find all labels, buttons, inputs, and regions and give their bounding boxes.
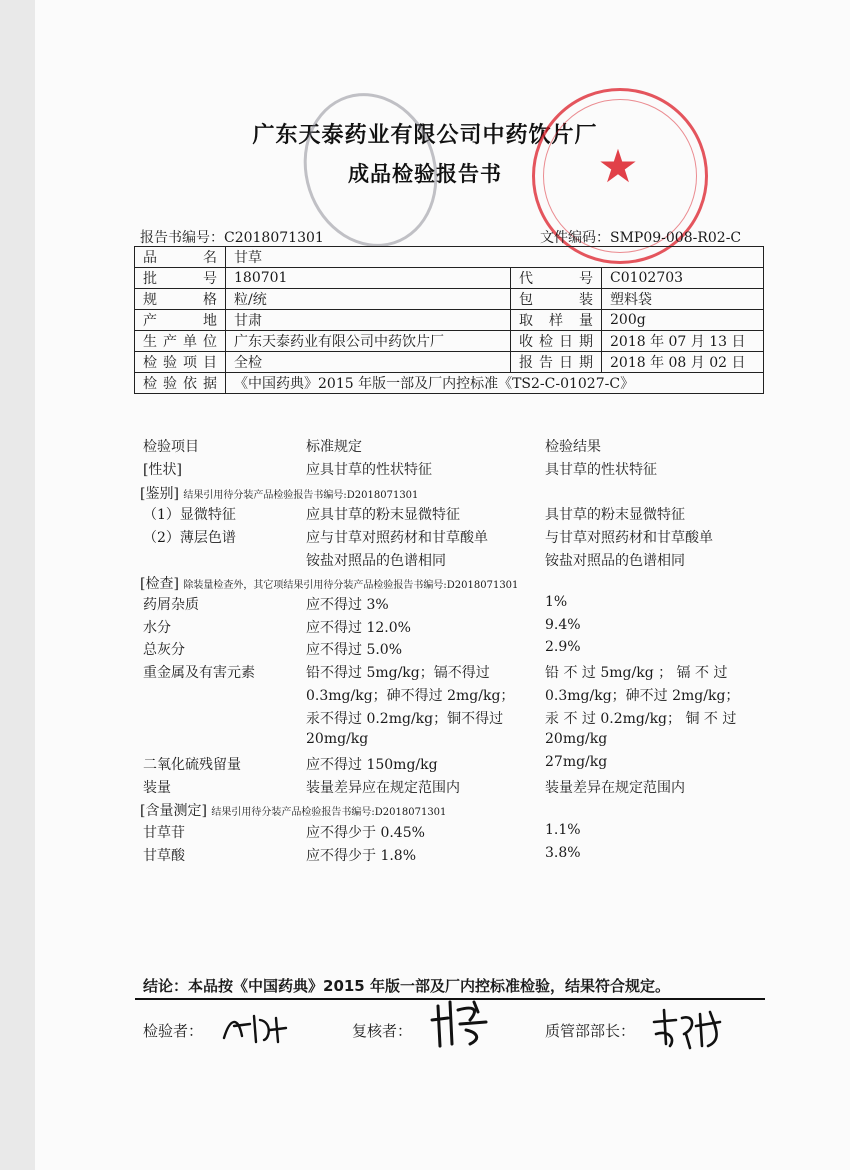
assay-label: [含量测定] (140, 803, 207, 819)
glycoside-label: 甘草苷 (143, 825, 185, 841)
glycoside-result: 1.1% (545, 822, 581, 838)
identification-note: 结果引用待分装产品检验报告书编号:D2018071301 (183, 490, 419, 501)
inspection-item-label: 检验项目 (135, 352, 226, 373)
report-date-label: 报告日期 (511, 352, 602, 373)
col-header-standard: 标准规定 (306, 439, 362, 455)
batch-value: 180701 (226, 268, 511, 289)
pack-label: 包 装 (511, 289, 602, 310)
reviewer-label: 复核者： (352, 1022, 413, 1040)
microscopic-result: 具甘草的粉末显微特征 (545, 507, 685, 523)
basis-label: 检验依据 (135, 373, 226, 394)
table-row (135, 352, 764, 373)
microscopic-standard: 应具甘草的粉末显微特征 (306, 507, 460, 523)
heavy-metal-result-line3: 汞 不 过 0.2mg/kg； 铜 不 过 (545, 711, 737, 727)
name-value: 甘草 (226, 247, 764, 268)
conclusion-text: 结论：本品按《中国药典》2015 年版一部及厂内控标准检验，结果符合规定。 (143, 977, 670, 995)
tlc-standard-line1: 应与甘草对照药材和甘草酸单 (306, 530, 488, 546)
spec-value: 粒/统 (226, 289, 511, 310)
qa-manager-signature (650, 1004, 730, 1052)
report-number-label: 报告书编号： (140, 230, 224, 246)
file-number-label: 文件编码： (540, 230, 610, 246)
heavy-metal-result-line1: 铅 不 过 5mg/kg ； 镉 不 过 (545, 665, 728, 681)
sample-value: 200g (602, 310, 764, 331)
ash-label: 总灰分 (143, 642, 185, 658)
name-label: 品 名 (135, 247, 226, 268)
code-value: C0102703 (602, 268, 764, 289)
report-number (140, 227, 324, 247)
company-title: 广东天泰药业有限公司中药饮片厂 (252, 123, 598, 148)
property-standard: 应具甘草的性状特征 (306, 462, 432, 478)
report-title: 成品检验报告书 (348, 162, 502, 186)
assay-section (140, 800, 446, 820)
table-row (135, 310, 764, 331)
star-icon: ★ (597, 139, 639, 193)
receive-date-label: 收检日期 (511, 331, 602, 352)
sample-label: 取 样 量 (511, 310, 602, 331)
load-label: 装量 (143, 780, 171, 796)
maker-label: 生产单位 (135, 331, 226, 352)
file-number (540, 227, 741, 247)
check-label: [检查] (140, 576, 179, 592)
code-label: 代 号 (511, 268, 602, 289)
report-number-value: C2018071301 (224, 230, 324, 246)
tlc-result-line2: 铵盐对照品的色谱相同 (545, 553, 685, 569)
table-row (135, 247, 764, 268)
qa-manager-label: 质管部部长： (545, 1022, 636, 1040)
col-header-item: 检验项目 (143, 439, 199, 455)
heavy-metal-standard-line3: 汞不得过 0.2mg/kg；铜不得过 (306, 711, 504, 727)
ash-standard: 应不得过 5.0% (306, 642, 403, 658)
col-header-result: 检验结果 (545, 439, 601, 455)
so2-standard: 应不得过 150mg/kg (306, 757, 438, 773)
inspector-label: 检验者： (143, 1022, 204, 1040)
assay-note: 结果引用待分装产品检验报告书编号:D2018071301 (211, 807, 447, 818)
spec-label: 规 格 (135, 289, 226, 310)
maker-value: 广东天泰药业有限公司中药饮片厂 (226, 331, 511, 352)
glycyrrhizic-acid-result: 3.8% (545, 845, 581, 861)
inspector-signature (220, 1008, 290, 1048)
batch-label: 批 号 (135, 268, 226, 289)
heavy-metal-label: 重金属及有害元素 (143, 665, 255, 681)
identification-section (140, 483, 418, 503)
so2-result: 27mg/kg (545, 754, 608, 770)
impurity-label: 药屑杂质 (143, 597, 199, 613)
heavy-metal-result-line2: 0.3mg/kg；砷不过 2mg/kg； (545, 688, 740, 704)
file-number-value: SMP09-008-R02-C (610, 230, 742, 246)
tlc-standard-line2: 铵盐对照品的色谱相同 (306, 553, 446, 569)
tlc-result-line1: 与甘草对照药材和甘草酸单 (545, 530, 713, 546)
product-info-table (134, 246, 764, 394)
table-row (135, 373, 764, 394)
water-result: 9.4% (545, 617, 581, 633)
table-row (135, 331, 764, 352)
water-standard: 应不得过 12.0% (306, 620, 411, 636)
report-date-value: 2018 年 08 月 02 日 (602, 352, 764, 373)
microscopic-label: （1）显微特征 (143, 507, 236, 523)
heavy-metal-standard-line4: 20mg/kg (306, 731, 369, 747)
impurity-standard: 应不得过 3% (306, 597, 389, 613)
water-label: 水分 (143, 620, 171, 636)
table-row (135, 268, 764, 289)
property-label: [性状] (143, 462, 182, 478)
pack-value: 塑料袋 (602, 289, 764, 310)
so2-label: 二氧化硫残留量 (143, 757, 241, 773)
table-row (135, 289, 764, 310)
load-result: 装量差异在规定范围内 (545, 780, 685, 796)
ash-result: 2.9% (545, 639, 581, 655)
receive-date-value: 2018 年 07 月 13 日 (602, 331, 764, 352)
property-result: 具甘草的性状特征 (545, 462, 657, 478)
basis-value: 《中国药典》2015 年版一部及厂内控标准《TS2-C-01027-C》 (226, 373, 764, 394)
load-standard: 装量差异应在规定范围内 (306, 780, 460, 796)
tlc-label: （2）薄层色谱 (143, 530, 236, 546)
reviewer-signature (430, 996, 500, 1052)
inspection-item-value: 全检 (226, 352, 511, 373)
heavy-metal-standard-line1: 铅不得过 5mg/kg；镉不得过 (306, 665, 490, 681)
origin-label: 产 地 (135, 310, 226, 331)
glycoside-standard: 应不得少于 0.45% (306, 825, 425, 841)
check-section (140, 573, 518, 593)
origin-value: 甘肃 (226, 310, 511, 331)
heavy-metal-result-line4: 20mg/kg (545, 731, 608, 747)
glycyrrhizic-acid-label: 甘草酸 (143, 848, 185, 864)
impurity-result: 1% (545, 594, 568, 610)
heavy-metal-standard-line2: 0.3mg/kg；砷不得过 2mg/kg； (306, 688, 515, 704)
glycyrrhizic-acid-standard: 应不得少于 1.8% (306, 848, 417, 864)
identification-label: [鉴别] (140, 486, 179, 502)
check-note: 除装量检查外，其它项结果引用待分装产品检验报告书编号:D2018071301 (183, 580, 519, 591)
